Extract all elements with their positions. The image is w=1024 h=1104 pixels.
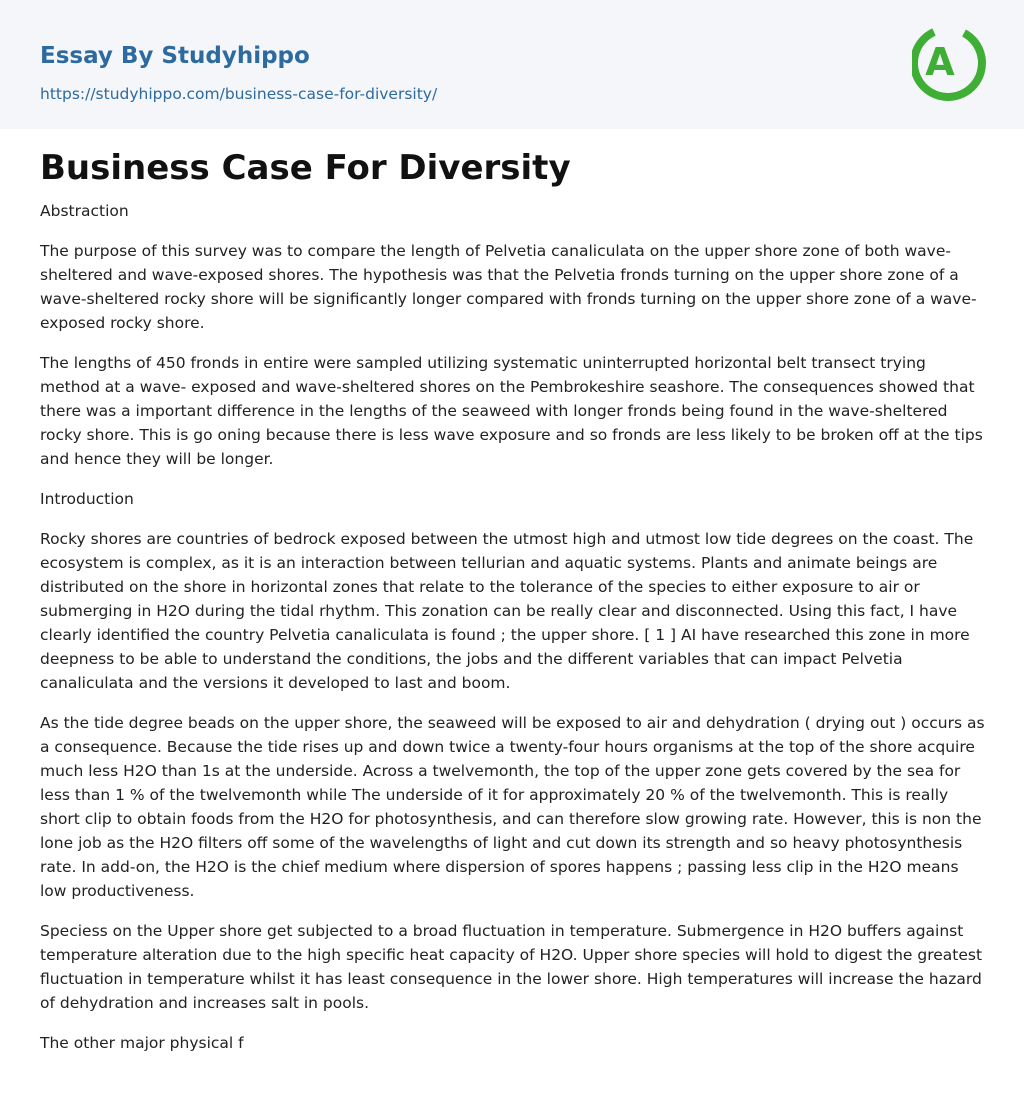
paragraph: The lengths of 450 fronds in entire were sampled utilizing systematic uninterrupted horizontal belt transect trying method at a wave- exposed and wave-sheltered shores on the Pembrokeshire seashore. The consequences showed that there was a important difference in the lengths of the seaweed with longer fronds being found in the wave-sheltered rocky shore. This is go oning because there is less wave exposure and so fronds are less likely to be broken off at the tips and hence they will be longer. xyxy=(40,354,983,468)
source-url-link[interactable]: https://studyhippo.com/business-case-for-diversity/ xyxy=(40,85,438,103)
paragraph: Rocky shores are countries of bedrock exposed between the utmost high and utmost low tide degrees on the coast. The ecosystem is complex, as it is an interaction between tellurian and aquatic systems. Plants and animate beings are distributed on the shore in horizontal zones that relate to the tolerance of the species to either exposure to air or submerging in H2O during the tidal rhythm. This zonation can be really clear and disconnected. Using this fact, I have clearly identified the country Pelvetia canaliculata is found ; the upper shore. [ 1 ] AI have researched this zone in more deepness to be able to understand the conditions, the jobs and the different variables that can impact Pelvetia canaliculata and the versions it developed to last and boom. xyxy=(40,530,974,692)
essay-title: Business Case For Diversity xyxy=(40,148,571,188)
section-heading-introduction: Introduction xyxy=(40,490,134,508)
site-header xyxy=(0,0,1024,129)
paragraph-truncated: The other major physical f xyxy=(40,1034,244,1052)
paragraph: As the tide degree beads on the upper shore, the seaweed will be exposed to air and dehydration ( drying out ) occurs as a consequence. Because the tide rises up and down twice a twenty-four hours organisms at the top of the shore acquire much less H2O than 1s at the underside. Across a twelvemonth, the top of the upper zone gets covered by the sea for less than 1 % of the twelvemonth while The underside of it for approximately 20 % of the twelvemonth. This is really short clip to obtain foods from the H2O for photosynthesis, and can therefore slow growing rate. However, this is non the lone job as the H2O filters off some of the wavelengths of light and cut down its strength and so heavy photosynthesis rate. In add-on, the H2O is the chief medium where dispersion of spores happens ; passing less clip in the H2O means low productiveness. xyxy=(40,714,985,900)
section-heading-abstraction: Abstraction xyxy=(40,202,129,220)
paragraph: The purpose of this survey was to compare the length of Pelvetia canaliculata on the upper shore zone of both wave-sheltered and wave-exposed shores. The hypothesis was that the Pelvetia fronds turning on the upper shore zone of a wave-sheltered rocky shore will be significantly longer compared with fronds turning on the upper shore zone of a wave-exposed rocky shore. xyxy=(40,242,977,332)
site-title[interactable]: Essay By Studyhippo xyxy=(40,43,310,69)
logo-letter: A xyxy=(925,40,955,84)
studyhippo-logo-icon[interactable] xyxy=(912,19,986,105)
essay-article xyxy=(40,146,988,1055)
paragraph: Speciess on the Upper shore get subjected to a broad fluctuation in temperature. Submergence in H2O buffers against temperature alteration due to the high specific heat capacity of H2O. Upper shore species will hold to digest the greatest fluctuation in temperature whilst it has least consequence in the lower shore. High temperatures will increase the hazard of dehydration and increases salt in pools. xyxy=(40,922,983,1012)
